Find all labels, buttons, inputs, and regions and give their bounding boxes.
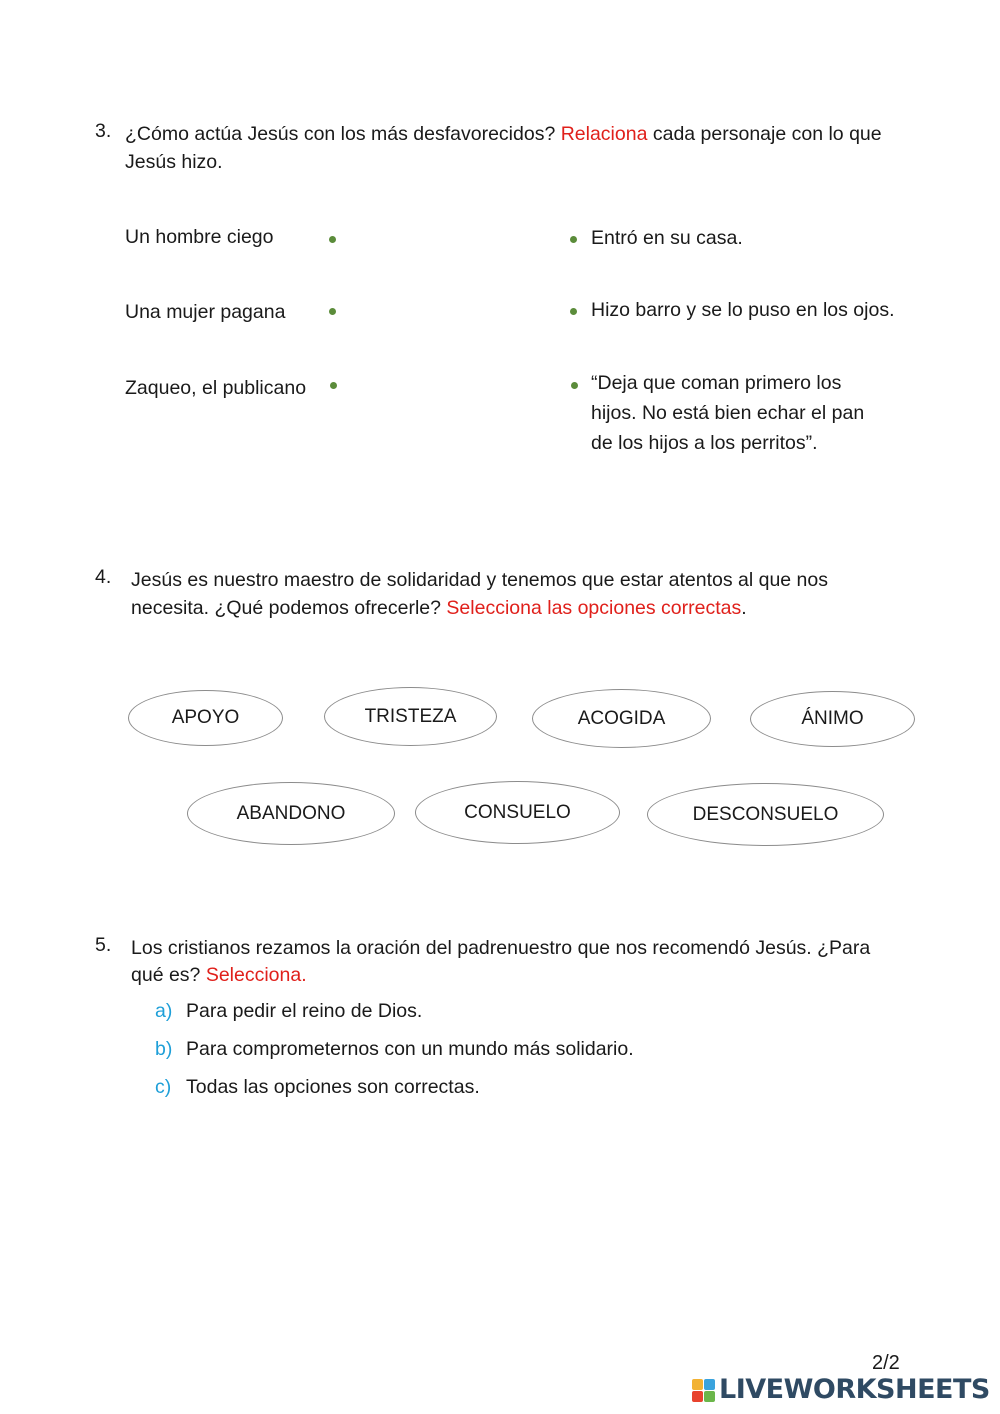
logo-blocks-icon <box>692 1379 715 1402</box>
answer-option-a[interactable] <box>155 1000 422 1023</box>
question-5-prompt-line2 <box>131 961 905 989</box>
question-5-instruction: Selecciona. <box>205 964 307 986</box>
match-right-item: Entró en su casa. <box>591 227 743 249</box>
option-animo[interactable]: ÁNIMO <box>750 691 915 747</box>
question-3-instruction: Relaciona <box>560 123 648 145</box>
question-5-text-line2: qué es? <box>131 964 206 986</box>
question-4-text-line2: necesita. ¿Qué podemos ofrecerle? <box>131 597 447 619</box>
question-4-number: 4. <box>95 566 112 588</box>
question-4-prompt <box>131 566 905 594</box>
match-right-line: de los hijos a los perritos”. <box>591 432 818 454</box>
match-left-item: Un hombre ciego <box>125 226 274 248</box>
match-dot-right[interactable] <box>570 236 577 243</box>
question-3-prompt <box>125 120 915 176</box>
match-right-item: Hizo barro y se lo puso en los ojos. <box>591 299 895 321</box>
question-5-text: Los cristianos rezamos la oración del padrenuestro que nos recomendó Jesús. ¿Para <box>131 937 871 959</box>
question-4-text-after: . <box>741 597 747 619</box>
match-left-item: Una mujer pagana <box>125 301 286 323</box>
question-4-instruction: Selecciona las opciones correctas <box>446 597 742 619</box>
question-3-text: ¿Cómo actúa Jesús con los más desfavorecidos? <box>125 123 561 145</box>
option-desconsuelo[interactable]: DESCONSUELO <box>647 783 884 846</box>
option-text: Para pedir el reino de Dios. <box>186 1000 423 1022</box>
question-3-text-line2: Jesús hizo. <box>125 151 223 173</box>
logo-text: LIVEWORKSHEETS <box>719 1374 990 1405</box>
question-4-prompt-line2 <box>131 594 905 622</box>
question-5-number: 5. <box>95 934 112 956</box>
option-letter: a) <box>155 1000 173 1022</box>
match-dot-left[interactable] <box>329 308 336 315</box>
question-3-text-after: cada personaje con lo que <box>647 123 882 145</box>
answer-option-b[interactable] <box>155 1038 634 1061</box>
match-dot-left[interactable] <box>330 382 337 389</box>
liveworksheets-logo <box>692 1376 990 1404</box>
match-right-line: hijos. No está bien echar el pan <box>591 402 865 424</box>
option-tristeza[interactable]: TRISTEZA <box>324 687 497 746</box>
answer-option-c[interactable] <box>155 1076 480 1099</box>
option-text: Para comprometernos con un mundo más solidario. <box>186 1038 634 1060</box>
option-consuelo[interactable]: CONSUELO <box>415 781 620 844</box>
option-letter: b) <box>155 1038 173 1060</box>
question-3-number: 3. <box>95 120 112 142</box>
match-dot-right[interactable] <box>570 308 577 315</box>
question-5-prompt <box>131 934 905 962</box>
option-letter: c) <box>155 1076 172 1098</box>
option-abandono[interactable]: ABANDONO <box>187 782 395 845</box>
match-right-line: “Deja que coman primero los <box>591 372 842 394</box>
option-text: Todas las opciones son correctas. <box>186 1076 480 1098</box>
match-dot-right[interactable] <box>571 382 578 389</box>
option-apoyo[interactable]: APOYO <box>128 690 283 746</box>
match-dot-left[interactable] <box>329 236 336 243</box>
match-right-item <box>591 368 864 458</box>
match-left-item: Zaqueo, el publicano <box>125 377 307 399</box>
page-number: 2/2 <box>872 1352 900 1374</box>
option-acogida[interactable]: ACOGIDA <box>532 689 711 748</box>
question-4-text: Jesús es nuestro maestro de solidaridad y tenemos que estar atentos al que nos <box>131 569 828 591</box>
